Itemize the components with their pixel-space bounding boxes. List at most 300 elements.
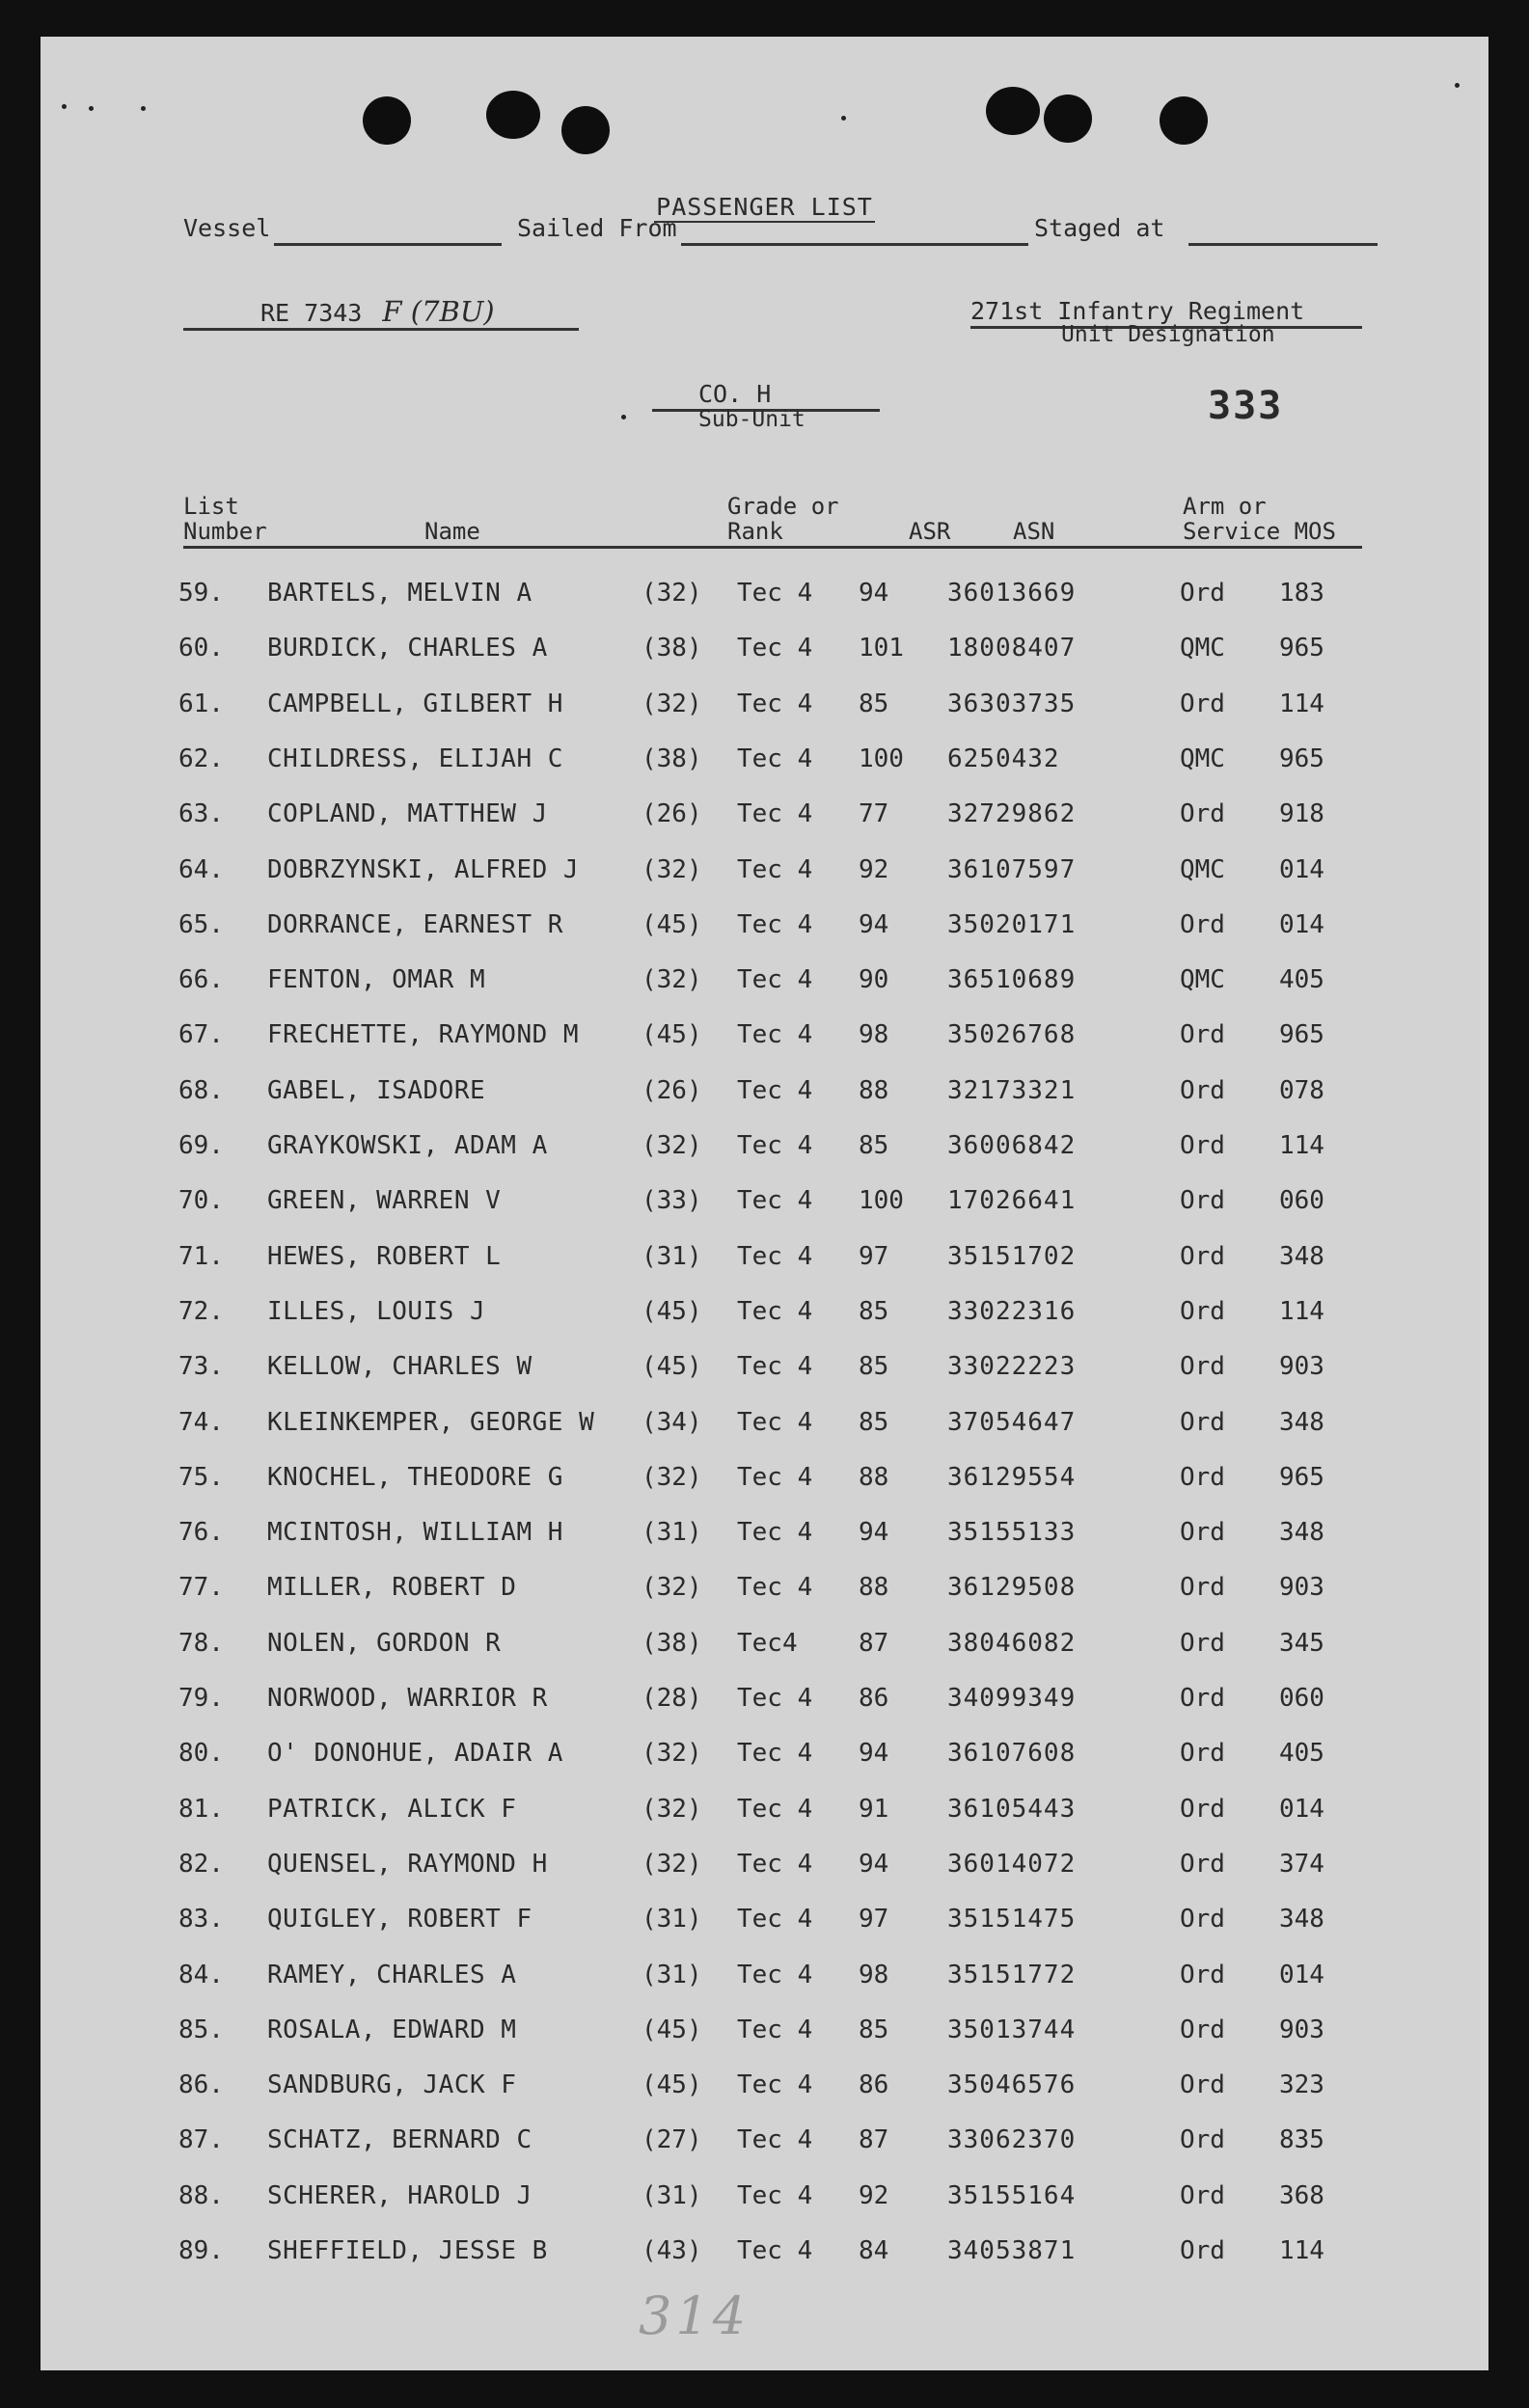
cell-name: HEWES, ROBERT L <box>267 1241 502 1271</box>
cell-age: (38) <box>642 634 702 663</box>
cell-mos: 405 <box>1279 1739 1324 1769</box>
table-row <box>41 2125 1488 2180</box>
cell-mos: 014 <box>1279 909 1324 939</box>
cell-num: 88. <box>178 2180 224 2210</box>
cell-asr: 97 <box>859 1905 889 1935</box>
table-row <box>41 2070 1488 2125</box>
cell-age: (31) <box>642 1518 702 1548</box>
table-row <box>41 1186 1488 1241</box>
header-rule <box>183 546 1362 549</box>
punch-hole <box>363 96 411 145</box>
table-row <box>41 1242 1488 1297</box>
cell-asr: 90 <box>859 965 889 995</box>
punch-hole <box>486 91 540 139</box>
cell-arm: QMC <box>1180 744 1225 773</box>
table-row <box>41 1297 1488 1352</box>
cell-asn: 35155164 <box>947 2180 1077 2210</box>
table-row <box>41 744 1488 799</box>
col-header-asr: ASR <box>909 518 951 545</box>
cell-grade: Tec 4 <box>737 1131 813 1160</box>
handwritten-page-number: 314 <box>639 2286 751 2346</box>
cell-asn: 35026768 <box>947 1020 1077 1050</box>
col-header-arm-or: Arm or <box>1183 493 1267 520</box>
table-row <box>41 965 1488 1020</box>
cell-grade: Tec 4 <box>737 634 813 663</box>
cell-asr: 84 <box>859 2236 889 2265</box>
cell-num: 82. <box>178 1849 224 1879</box>
cell-asn: 18008407 <box>947 634 1077 663</box>
cell-grade: Tec 4 <box>737 909 813 939</box>
cell-name: RAMEY, CHARLES A <box>267 1960 517 1989</box>
cell-asn: 33062370 <box>947 2125 1077 2155</box>
cell-asn: 34099349 <box>947 1684 1077 1713</box>
table-row <box>41 2016 1488 2070</box>
col-header-mos: MOS <box>1294 518 1336 545</box>
cell-num: 60. <box>178 634 224 663</box>
cell-num: 79. <box>178 1684 224 1713</box>
cell-grade: Tec 4 <box>737 799 813 829</box>
cell-grade: Tec 4 <box>737 744 813 773</box>
cell-asn: 38046082 <box>947 1628 1077 1658</box>
cell-num: 78. <box>178 1628 224 1658</box>
cell-asr: 91 <box>859 1794 889 1824</box>
cell-asr: 85 <box>859 1296 889 1326</box>
cell-arm: Ord <box>1180 2125 1225 2155</box>
table-row <box>41 1131 1488 1186</box>
cell-num: 63. <box>178 799 224 829</box>
cell-asn: 36303735 <box>947 689 1077 718</box>
table-row <box>41 2181 1488 2236</box>
col-header-name: Name <box>424 518 480 545</box>
cell-arm: Ord <box>1180 2015 1225 2044</box>
cell-mos: 903 <box>1279 2015 1324 2044</box>
cell-asn: 17026641 <box>947 1186 1077 1216</box>
cell-age: (45) <box>642 1020 702 1050</box>
cell-asn: 35046576 <box>947 2070 1077 2100</box>
cell-age: (45) <box>642 1296 702 1326</box>
cell-asr: 94 <box>859 1849 889 1879</box>
cell-grade: Tec 4 <box>737 1960 813 1989</box>
cell-age: (38) <box>642 1628 702 1658</box>
cell-asn: 36107597 <box>947 854 1077 884</box>
table-row <box>41 1905 1488 1960</box>
cell-mos: 965 <box>1279 1462 1324 1492</box>
table-row <box>41 1573 1488 1628</box>
cell-asr: 88 <box>859 1573 889 1603</box>
cell-name: DORRANCE, EARNEST R <box>267 909 563 939</box>
cell-age: (34) <box>642 1407 702 1437</box>
cell-age: (32) <box>642 1462 702 1492</box>
cell-age: (31) <box>642 1960 702 1989</box>
cell-num: 75. <box>178 1462 224 1492</box>
cell-mos: 965 <box>1279 634 1324 663</box>
cell-num: 81. <box>178 1794 224 1824</box>
cell-age: (26) <box>642 1075 702 1105</box>
cell-asr: 85 <box>859 689 889 718</box>
cell-arm: Ord <box>1180 1739 1225 1769</box>
cell-num: 83. <box>178 1905 224 1935</box>
cell-name: NORWOOD, WARRIOR R <box>267 1684 548 1713</box>
cell-mos: 965 <box>1279 744 1324 773</box>
cell-asn: 36014072 <box>947 1849 1077 1879</box>
cell-name: ROSALA, EDWARD M <box>267 2015 517 2044</box>
cell-grade: Tec 4 <box>737 2015 813 2044</box>
cell-num: 86. <box>178 2070 224 2100</box>
cell-age: (43) <box>642 2236 702 2265</box>
ink-speck <box>1455 83 1460 88</box>
cell-name: KNOCHEL, THEODORE G <box>267 1462 563 1492</box>
cell-asr: 97 <box>859 1241 889 1271</box>
cell-asn: 35020171 <box>947 909 1077 939</box>
cell-age: (45) <box>642 2070 702 2100</box>
table-row <box>41 1850 1488 1905</box>
col-header-list-number <box>183 494 267 544</box>
cell-grade: Tec 4 <box>737 1020 813 1050</box>
cell-grade: Tec 4 <box>737 2180 813 2210</box>
cell-num: 69. <box>178 1131 224 1160</box>
ink-speck <box>841 116 846 121</box>
cell-name: BARTELS, MELVIN A <box>267 579 532 608</box>
cell-num: 68. <box>178 1075 224 1105</box>
cell-name: GRAYKOWSKI, ADAM A <box>267 1131 548 1160</box>
cell-mos: 348 <box>1279 1407 1324 1437</box>
cell-num: 64. <box>178 854 224 884</box>
staged-at-blank-line <box>1188 243 1378 246</box>
cell-age: (32) <box>642 965 702 995</box>
col-header-number: Number <box>183 518 267 545</box>
cell-mos: 323 <box>1279 2070 1324 2100</box>
cell-name: MCINTOSH, WILLIAM H <box>267 1518 563 1548</box>
cell-age: (26) <box>642 799 702 829</box>
cell-asn: 36105443 <box>947 1794 1077 1824</box>
cell-num: 76. <box>178 1518 224 1548</box>
cell-name: KELLOW, CHARLES W <box>267 1352 532 1382</box>
cell-num: 62. <box>178 744 224 773</box>
cell-num: 73. <box>178 1352 224 1382</box>
cell-grade: Tec 4 <box>737 1518 813 1548</box>
vessel-label: Vessel <box>183 214 271 242</box>
cell-grade: Tec 4 <box>737 1794 813 1824</box>
cell-age: (45) <box>642 909 702 939</box>
cell-mos: 114 <box>1279 1131 1324 1160</box>
cell-asr: 98 <box>859 1960 889 1989</box>
table-row <box>41 1739 1488 1794</box>
cell-asr: 94 <box>859 579 889 608</box>
cell-grade: Tec 4 <box>737 1739 813 1769</box>
cell-mos: 835 <box>1279 2125 1324 2155</box>
cell-name: GABEL, ISADORE <box>267 1075 486 1105</box>
staged-at-label: Staged at <box>1034 214 1165 242</box>
cell-grade: Tec 4 <box>737 1075 813 1105</box>
cell-grade: Tec 4 <box>737 854 813 884</box>
cell-arm: QMC <box>1180 965 1225 995</box>
cell-age: (32) <box>642 1849 702 1879</box>
cell-mos: 348 <box>1279 1518 1324 1548</box>
cell-asn: 36129554 <box>947 1462 1077 1492</box>
cell-name: NOLEN, GORDON R <box>267 1628 502 1658</box>
cell-grade: Tec 4 <box>737 1186 813 1216</box>
cell-grade: Tec 4 <box>737 579 813 608</box>
cell-arm: Ord <box>1180 909 1225 939</box>
cell-age: (32) <box>642 1573 702 1603</box>
cell-num: 84. <box>178 1960 224 1989</box>
cell-grade: Tec 4 <box>737 1241 813 1271</box>
cell-mos: 060 <box>1279 1684 1324 1713</box>
col-header-list: List <box>183 493 239 520</box>
cell-name: SANDBURG, JACK F <box>267 2070 517 2100</box>
col-header-arm-service <box>1183 494 1336 544</box>
cell-arm: Ord <box>1180 1296 1225 1326</box>
title-text: PASSENGER LIST <box>656 193 873 221</box>
cell-mos: 014 <box>1279 1960 1324 1989</box>
table-row <box>41 634 1488 689</box>
cell-age: (33) <box>642 1186 702 1216</box>
cell-grade: Tec 4 <box>737 2125 813 2155</box>
cell-grade: Tec 4 <box>737 1407 813 1437</box>
cell-mos: 348 <box>1279 1241 1324 1271</box>
cell-asn: 6250432 <box>947 744 1060 773</box>
cell-name: COPLAND, MATTHEW J <box>267 799 548 829</box>
cell-num: 61. <box>178 689 224 718</box>
cell-asr: 94 <box>859 1739 889 1769</box>
cell-name: DOBRZYNSKI, ALFRED J <box>267 854 580 884</box>
cell-age: (31) <box>642 1905 702 1935</box>
cell-name: GREEN, WARREN V <box>267 1186 502 1216</box>
cell-mos: 345 <box>1279 1628 1324 1658</box>
cell-arm: Ord <box>1180 1352 1225 1382</box>
cell-arm: QMC <box>1180 634 1225 663</box>
cell-mos: 060 <box>1279 1186 1324 1216</box>
table-row <box>41 1961 1488 2016</box>
cell-asr: 85 <box>859 1131 889 1160</box>
punch-hole <box>986 87 1040 135</box>
cell-age: (45) <box>642 2015 702 2044</box>
cell-age: (31) <box>642 2180 702 2210</box>
cell-age: (38) <box>642 744 702 773</box>
cell-mos: 903 <box>1279 1352 1324 1382</box>
cell-arm: Ord <box>1180 689 1225 718</box>
cell-asn: 36107608 <box>947 1739 1077 1769</box>
re-handwritten-annotation: F (7BU) <box>382 295 495 328</box>
document-page <box>41 37 1488 2370</box>
cell-name: SCHERER, HAROLD J <box>267 2180 532 2210</box>
cell-grade: Tec4 <box>737 1628 798 1658</box>
cell-asr: 101 <box>859 634 904 663</box>
cell-grade: Tec 4 <box>737 1905 813 1935</box>
table-row <box>41 1463 1488 1518</box>
cell-arm: Ord <box>1180 2070 1225 2100</box>
cell-asn: 36013669 <box>947 579 1077 608</box>
table-row <box>41 1352 1488 1407</box>
cell-grade: Tec 4 <box>737 1573 813 1603</box>
table-row <box>41 1020 1488 1075</box>
cell-num: 85. <box>178 2015 224 2044</box>
cell-asn: 35013744 <box>947 2015 1077 2044</box>
col-header-grade-or: Grade or <box>727 493 839 520</box>
table-row <box>41 910 1488 965</box>
sailed-from-label: Sailed From <box>517 214 677 242</box>
cell-mos: 965 <box>1279 1020 1324 1050</box>
cell-arm: Ord <box>1180 1462 1225 1492</box>
cell-grade: Tec 4 <box>737 2070 813 2100</box>
cell-asn: 35155133 <box>947 1518 1077 1548</box>
cell-num: 66. <box>178 965 224 995</box>
cell-name: QUIGLEY, ROBERT F <box>267 1905 532 1935</box>
col-header-asn: ASN <box>1013 518 1055 545</box>
table-row <box>41 1629 1488 1684</box>
cell-arm: Ord <box>1180 579 1225 608</box>
cell-arm: Ord <box>1180 1628 1225 1658</box>
cell-asr: 85 <box>859 1407 889 1437</box>
punch-hole <box>561 106 610 154</box>
cell-asr: 94 <box>859 909 889 939</box>
cell-name: MILLER, ROBERT D <box>267 1573 517 1603</box>
cell-name: QUENSEL, RAYMOND H <box>267 1849 548 1879</box>
punch-hole <box>1044 95 1092 143</box>
cell-grade: Tec 4 <box>737 689 813 718</box>
table-row <box>41 690 1488 744</box>
re-number-text: RE 7343 <box>260 299 363 327</box>
cell-grade: Tec 4 <box>737 1849 813 1879</box>
cell-arm: Ord <box>1180 1573 1225 1603</box>
unit-designation-value: 271st Infantry Regiment <box>970 297 1305 325</box>
ink-speck <box>141 106 146 111</box>
cell-age: (27) <box>642 2125 702 2155</box>
cell-asr: 92 <box>859 2180 889 2210</box>
cell-name: CAMPBELL, GILBERT H <box>267 689 563 718</box>
cell-asn: 35151475 <box>947 1905 1077 1935</box>
cell-num: 70. <box>178 1186 224 1216</box>
col-header-grade-rank <box>727 494 839 544</box>
cell-mos: 183 <box>1279 579 1324 608</box>
cell-asr: 85 <box>859 2015 889 2044</box>
cell-mos: 014 <box>1279 1794 1324 1824</box>
cell-mos: 903 <box>1279 1573 1324 1603</box>
cell-arm: Ord <box>1180 1407 1225 1437</box>
cell-arm: Ord <box>1180 2180 1225 2210</box>
cell-grade: Tec 4 <box>737 1296 813 1326</box>
cell-asn: 33022316 <box>947 1296 1077 1326</box>
cell-arm: Ord <box>1180 799 1225 829</box>
col-header-service-text: Service <box>1183 518 1281 545</box>
table-row <box>41 2236 1488 2291</box>
punch-hole <box>1160 96 1208 145</box>
cell-asr: 88 <box>859 1075 889 1105</box>
cell-grade: Tec 4 <box>737 2236 813 2265</box>
vessel-blank-line <box>274 243 502 246</box>
cell-asn: 34053871 <box>947 2236 1077 2265</box>
col-header-service <box>1183 519 1336 544</box>
cell-asr: 87 <box>859 1628 889 1658</box>
cell-mos: 014 <box>1279 854 1324 884</box>
cell-arm: Ord <box>1180 2236 1225 2265</box>
table-row <box>41 1518 1488 1573</box>
table-row <box>41 1795 1488 1850</box>
cell-name: BURDICK, CHARLES A <box>267 634 548 663</box>
cell-age: (32) <box>642 1739 702 1769</box>
cell-arm: Ord <box>1180 1131 1225 1160</box>
col-header-rank: Rank <box>727 518 783 545</box>
cell-asr: 100 <box>859 1186 904 1216</box>
cell-age: (45) <box>642 1352 702 1382</box>
cell-num: 59. <box>178 579 224 608</box>
cell-name: CHILDRESS, ELIJAH C <box>267 744 563 773</box>
cell-grade: Tec 4 <box>737 965 813 995</box>
cell-arm: Ord <box>1180 1684 1225 1713</box>
cell-age: (32) <box>642 1131 702 1160</box>
sailed-from-blank-line <box>681 243 1028 246</box>
cell-asr: 88 <box>859 1462 889 1492</box>
cell-num: 77. <box>178 1573 224 1603</box>
sheet-number: 333 <box>1208 384 1284 428</box>
cell-num: 72. <box>178 1296 224 1326</box>
cell-age: (32) <box>642 854 702 884</box>
unit-designation-caption: Unit Designation <box>1061 322 1275 347</box>
cell-asn: 32729862 <box>947 799 1077 829</box>
cell-asr: 86 <box>859 2070 889 2100</box>
cell-mos: 114 <box>1279 1296 1324 1326</box>
cell-asn: 35151772 <box>947 1960 1077 1989</box>
cell-mos: 114 <box>1279 2236 1324 2265</box>
cell-asn: 36510689 <box>947 965 1077 995</box>
cell-asr: 86 <box>859 1684 889 1713</box>
cell-age: (28) <box>642 1684 702 1713</box>
table-row <box>41 799 1488 854</box>
cell-mos: 374 <box>1279 1849 1324 1879</box>
cell-num: 67. <box>178 1020 224 1050</box>
cell-arm: Ord <box>1180 1905 1225 1935</box>
cell-num: 65. <box>178 909 224 939</box>
cell-name: ILLES, LOUIS J <box>267 1296 486 1326</box>
sub-unit-value: CO. H <box>698 380 772 408</box>
cell-asr: 77 <box>859 799 889 829</box>
cell-name: SCHATZ, BERNARD C <box>267 2125 532 2155</box>
cell-asr: 85 <box>859 1352 889 1382</box>
cell-arm: Ord <box>1180 1794 1225 1824</box>
cell-asr: 94 <box>859 1518 889 1548</box>
cell-name: FRECHETTE, RAYMOND M <box>267 1020 580 1050</box>
cell-mos: 078 <box>1279 1075 1324 1105</box>
cell-num: 80. <box>178 1739 224 1769</box>
cell-name: FENTON, OMAR M <box>267 965 486 995</box>
cell-mos: 405 <box>1279 965 1324 995</box>
cell-asn: 36006842 <box>947 1131 1077 1160</box>
cell-asn: 32173321 <box>947 1075 1077 1105</box>
cell-grade: Tec 4 <box>737 1352 813 1382</box>
cell-age: (31) <box>642 1241 702 1271</box>
cell-name: O' DONOHUE, ADAIR A <box>267 1739 563 1769</box>
cell-asr: 98 <box>859 1020 889 1050</box>
cell-age: (32) <box>642 1794 702 1824</box>
cell-asr: 92 <box>859 854 889 884</box>
cell-num: 87. <box>178 2125 224 2155</box>
cell-arm: Ord <box>1180 1075 1225 1105</box>
re-number <box>260 295 495 328</box>
cell-num: 89. <box>178 2236 224 2265</box>
cell-arm: Ord <box>1180 1186 1225 1216</box>
cell-arm: Ord <box>1180 1241 1225 1271</box>
cell-mos: 114 <box>1279 689 1324 718</box>
cell-asn: 33022223 <box>947 1352 1077 1382</box>
cell-asr: 87 <box>859 2125 889 2155</box>
cell-grade: Tec 4 <box>737 1684 813 1713</box>
table-row <box>41 855 1488 910</box>
cell-asr: 100 <box>859 744 904 773</box>
ink-speck <box>62 104 67 109</box>
cell-arm: Ord <box>1180 1518 1225 1548</box>
cell-name: PATRICK, ALICK F <box>267 1794 517 1824</box>
cell-name: KLEINKEMPER, GEORGE W <box>267 1407 595 1437</box>
